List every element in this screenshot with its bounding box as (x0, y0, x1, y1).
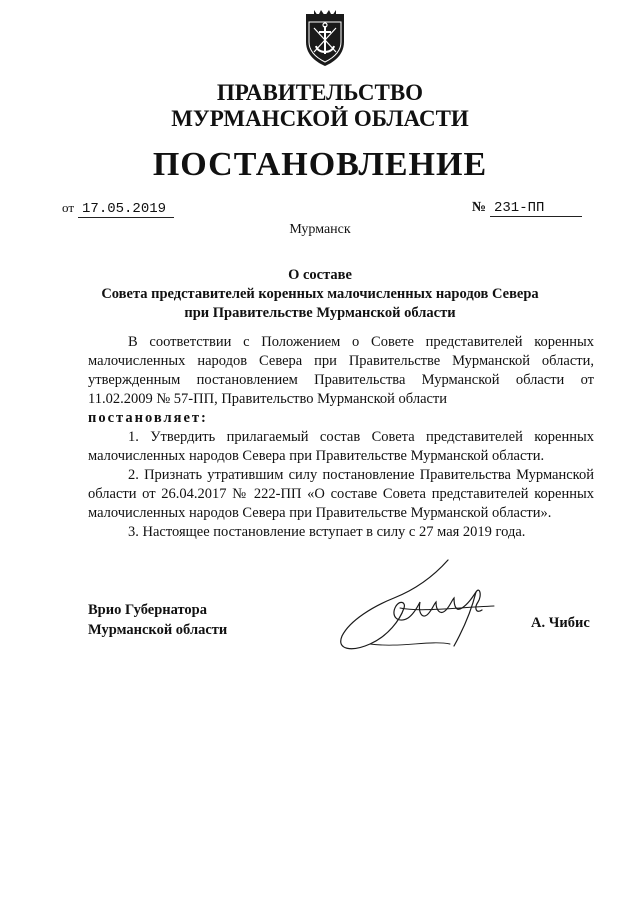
item-3: 3. Настоящее постановление вступает в силу с 27 мая 2019 года. (128, 524, 526, 540)
decree-paragraph (88, 409, 594, 428)
item-1: 1. Утвердить прилагаемый состав Совета представителей коренных малочисленных народов Севера при Правительстве Мурманской области. (88, 429, 594, 464)
date-value: 17.05.2019 (78, 201, 174, 218)
coat-of-arms-icon (302, 8, 348, 68)
signatory-position-line2: Мурманской области (88, 622, 228, 638)
government-title (0, 80, 640, 132)
signatory-name: А. Чибис (531, 615, 590, 631)
document-date (62, 200, 174, 218)
city: Мурманск (289, 222, 351, 237)
decree-word: постановляет: (88, 410, 208, 426)
number-value: 231-ПП (490, 200, 582, 217)
date-number-row (62, 200, 582, 222)
document-type: ПОСТАНОВЛЕНИЕ (152, 146, 488, 183)
document-number (472, 200, 582, 217)
intro-paragraph (88, 333, 594, 409)
subject-line1: О составе (288, 267, 352, 283)
document-subject (0, 266, 640, 323)
government-title-line2: МУРМАНСКОЙ ОБЛАСТИ (171, 106, 469, 131)
signatory-position-line1: Врио Губернатора (88, 602, 207, 618)
item-2: 2. Признать утратившим силу постановление Правительства Мурманской области от 26.04.2017 № 222-ПП «О составе Совета представителей коренных малочисленных народов Севера при Правительстве Мурманской области». (88, 467, 594, 521)
date-prefix: от (62, 200, 75, 215)
government-title-line1: ПРАВИТЕЛЬСТВО (216, 80, 424, 105)
number-prefix: № (471, 200, 486, 215)
signatory-position (88, 600, 227, 640)
subject-line3: при Правительстве Мурманской области (184, 305, 456, 321)
subject-line2: Совета представителей коренных малочисленных народов Севера (101, 286, 539, 302)
handwritten-signature (330, 548, 510, 668)
intro-text: В соответствии с Положением о Совете представителей коренных малочисленных народов Севера при Правительстве Мурманской области, утвержденным постановлением Правительства Мурманской области от 11.02.2009 № 57-ПП, Правительство Мурманской области (88, 334, 594, 407)
document-body (88, 333, 594, 542)
